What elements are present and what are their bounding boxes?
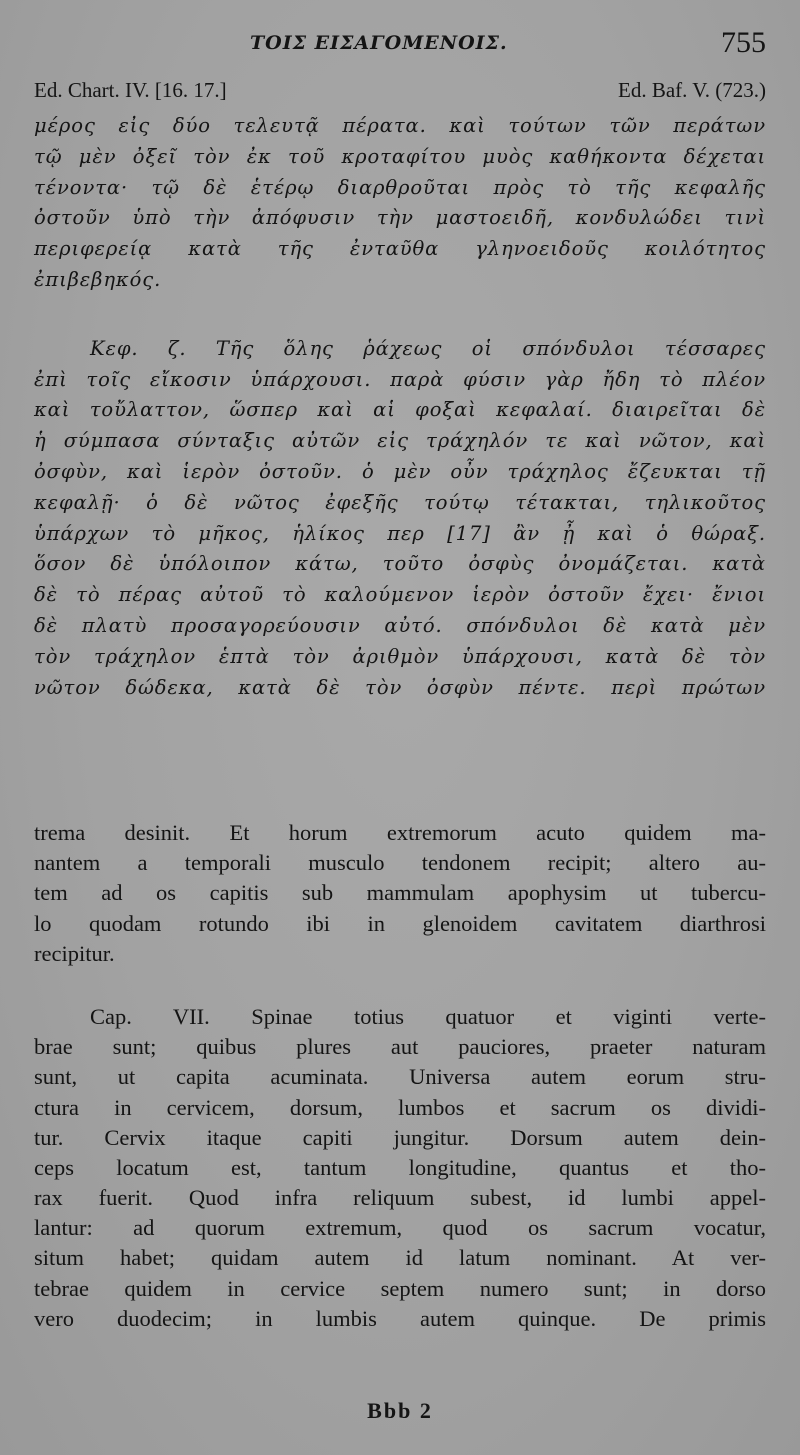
latin-line: recipitur. bbox=[34, 940, 115, 966]
greek-paragraph-2 bbox=[34, 334, 766, 704]
latin-line: sunt, ut capita acuminata. Universa autem eorum stru- bbox=[34, 1064, 766, 1090]
greek-line: ὅσον δὲ ὑπόλοιπον κάτω, τοῦτο ὀσφὺς ὀνομάζεται. κατὰ bbox=[34, 552, 766, 576]
greek-line: κεφαλῇ· ὁ δὲ νῶτος ἐφεξῆς τούτῳ τέτακται, τηλικοῦτος bbox=[34, 490, 766, 514]
running-head bbox=[0, 26, 800, 66]
greek-line: ὀστοῦν ὑπὸ τὴν ἀπόφυσιν τὴν μαστοειδῆ, κονδυλώδει τινὶ bbox=[34, 206, 766, 230]
greek-line: νῶτον δώδεκα, κατὰ δὲ τὸν ὀσφὺν πέντε. περὶ πρώτων bbox=[34, 675, 766, 699]
latin-line: Cap. VII. Spinae totius quatuor et viginti verte- bbox=[90, 1003, 766, 1029]
greek-line: ὑπάρχων τὸ μῆκος, ἡλίκος περ [17] ἂν ᾖ καὶ ὁ θώραξ. bbox=[34, 521, 766, 545]
latin-line: situm habet; quidam autem id latum nominant. At ver- bbox=[34, 1245, 766, 1271]
greek-line: ἡ σύμπασα σύνταξις αὐτῶν εἰς τράχηλόν τε καὶ νῶτον, καὶ bbox=[34, 429, 766, 453]
latin-line: tur. Cervix itaque capiti jungitur. Dorsum autem dein- bbox=[34, 1124, 766, 1150]
latin-paragraph-2 bbox=[34, 1002, 766, 1334]
greek-text-block bbox=[34, 111, 766, 703]
greek-line: καὶ τοὔλαττον, ὥσπερ καὶ αἱ φοξαὶ κεφαλαί. διαιρεῖται δὲ bbox=[34, 398, 766, 422]
latin-text-block bbox=[34, 818, 766, 1334]
latin-line: nantem a temporali musculo tendonem recipit; altero au- bbox=[34, 850, 766, 876]
greek-line: μέρος εἰς δύο τελευτᾷ πέρατα. καὶ τούτων τῶν περάτων bbox=[34, 114, 766, 137]
greek-paragraph-1 bbox=[34, 111, 766, 296]
greek-line: τὸν τράχηλον ἑπτὰ τὸν ἀριθμὸν ὑπάρχουσι, κατὰ δὲ τὸν bbox=[34, 644, 766, 668]
latin-paragraph-1 bbox=[34, 818, 766, 969]
latin-line: brae sunt; quibus plures aut pauciores, praeter naturam bbox=[34, 1034, 766, 1060]
greek-line: Κεφ. ζ. Τῆς ὅλης ῥάχεως οἱ σπόνδυλοι τέσσαρες bbox=[90, 336, 766, 360]
latin-line: vero duodecim; in lumbis autem quinque. De primis bbox=[34, 1305, 766, 1331]
edition-basel-reference: Ed. Baf. V. (723.) bbox=[618, 78, 766, 102]
latin-line: tem ad os capitis sub mammulam apophysim ut tubercu- bbox=[34, 880, 766, 906]
greek-line: τένοντα· τῷ δὲ ἑτέρῳ διαρθροῦται πρὸς τὸ τῆς κεφαλῆς bbox=[34, 175, 766, 199]
latin-line: rax fuerit. Quod infra reliquum subest, id lumbi appel- bbox=[34, 1185, 766, 1211]
greek-line: τῷ μὲν ὀξεῖ τὸν ἐκ τοῦ κροταφίτου μυὸς καθήκοντα δέχεται bbox=[34, 144, 766, 168]
greek-line: δὲ πλατὺ προσαγορεύουσιν αὐτό. σπόνδυλοι δὲ κατὰ μὲν bbox=[34, 613, 766, 637]
greek-line: ἐπιβεβηκός. bbox=[34, 267, 162, 291]
edition-reference-line bbox=[34, 78, 766, 106]
page-number: 755 bbox=[721, 26, 766, 59]
greek-line: δὲ τὸ πέρας αὐτοῦ τὸ καλούμενον ἱερὸν ὀστοῦν ἔχει· ἔνιοι bbox=[34, 583, 766, 607]
latin-line: ceps locatum est, tantum longitudine, quantus et tho- bbox=[34, 1154, 766, 1180]
greek-line: περιφερείᾳ κατὰ τῆς ἐνταῦθα γληνοειδοῦς κοιλότητος bbox=[34, 237, 766, 261]
latin-line: lantur: ad quorum extremum, quod os sacrum vocatur, bbox=[34, 1215, 766, 1241]
latin-line: lo quodam rotundo ibi in glenoidem cavitatem diarthrosi bbox=[34, 910, 766, 936]
latin-line: tebrae quidem in cervice septem numero sunt; in dorso bbox=[34, 1275, 766, 1301]
latin-line: ctura in cervicem, dorsum, lumbos et sacrum os dividi- bbox=[34, 1094, 766, 1120]
printer-signature-mark: Bbb 2 bbox=[367, 1398, 433, 1423]
running-title: ΤΟΙΣ ΕΙΣΑΓΟΜΕΝΟΙΣ. bbox=[250, 32, 508, 54]
greek-line: ὀσφὺν, καὶ ἱερὸν ὀστοῦν. ὁ μὲν οὖν τράχηλος ἔζευκται τῇ bbox=[34, 459, 766, 483]
latin-line: trema desinit. Et horum extremorum acuto quidem ma- bbox=[34, 820, 766, 845]
edition-chart-reference: Ed. Chart. IV. [16. 17.] bbox=[34, 78, 227, 102]
greek-line: ἐπὶ τοῖς εἴκοσιν ὑπάρχουσι. παρὰ φύσιν γὰρ ἤδη τὸ πλέον bbox=[34, 367, 766, 391]
